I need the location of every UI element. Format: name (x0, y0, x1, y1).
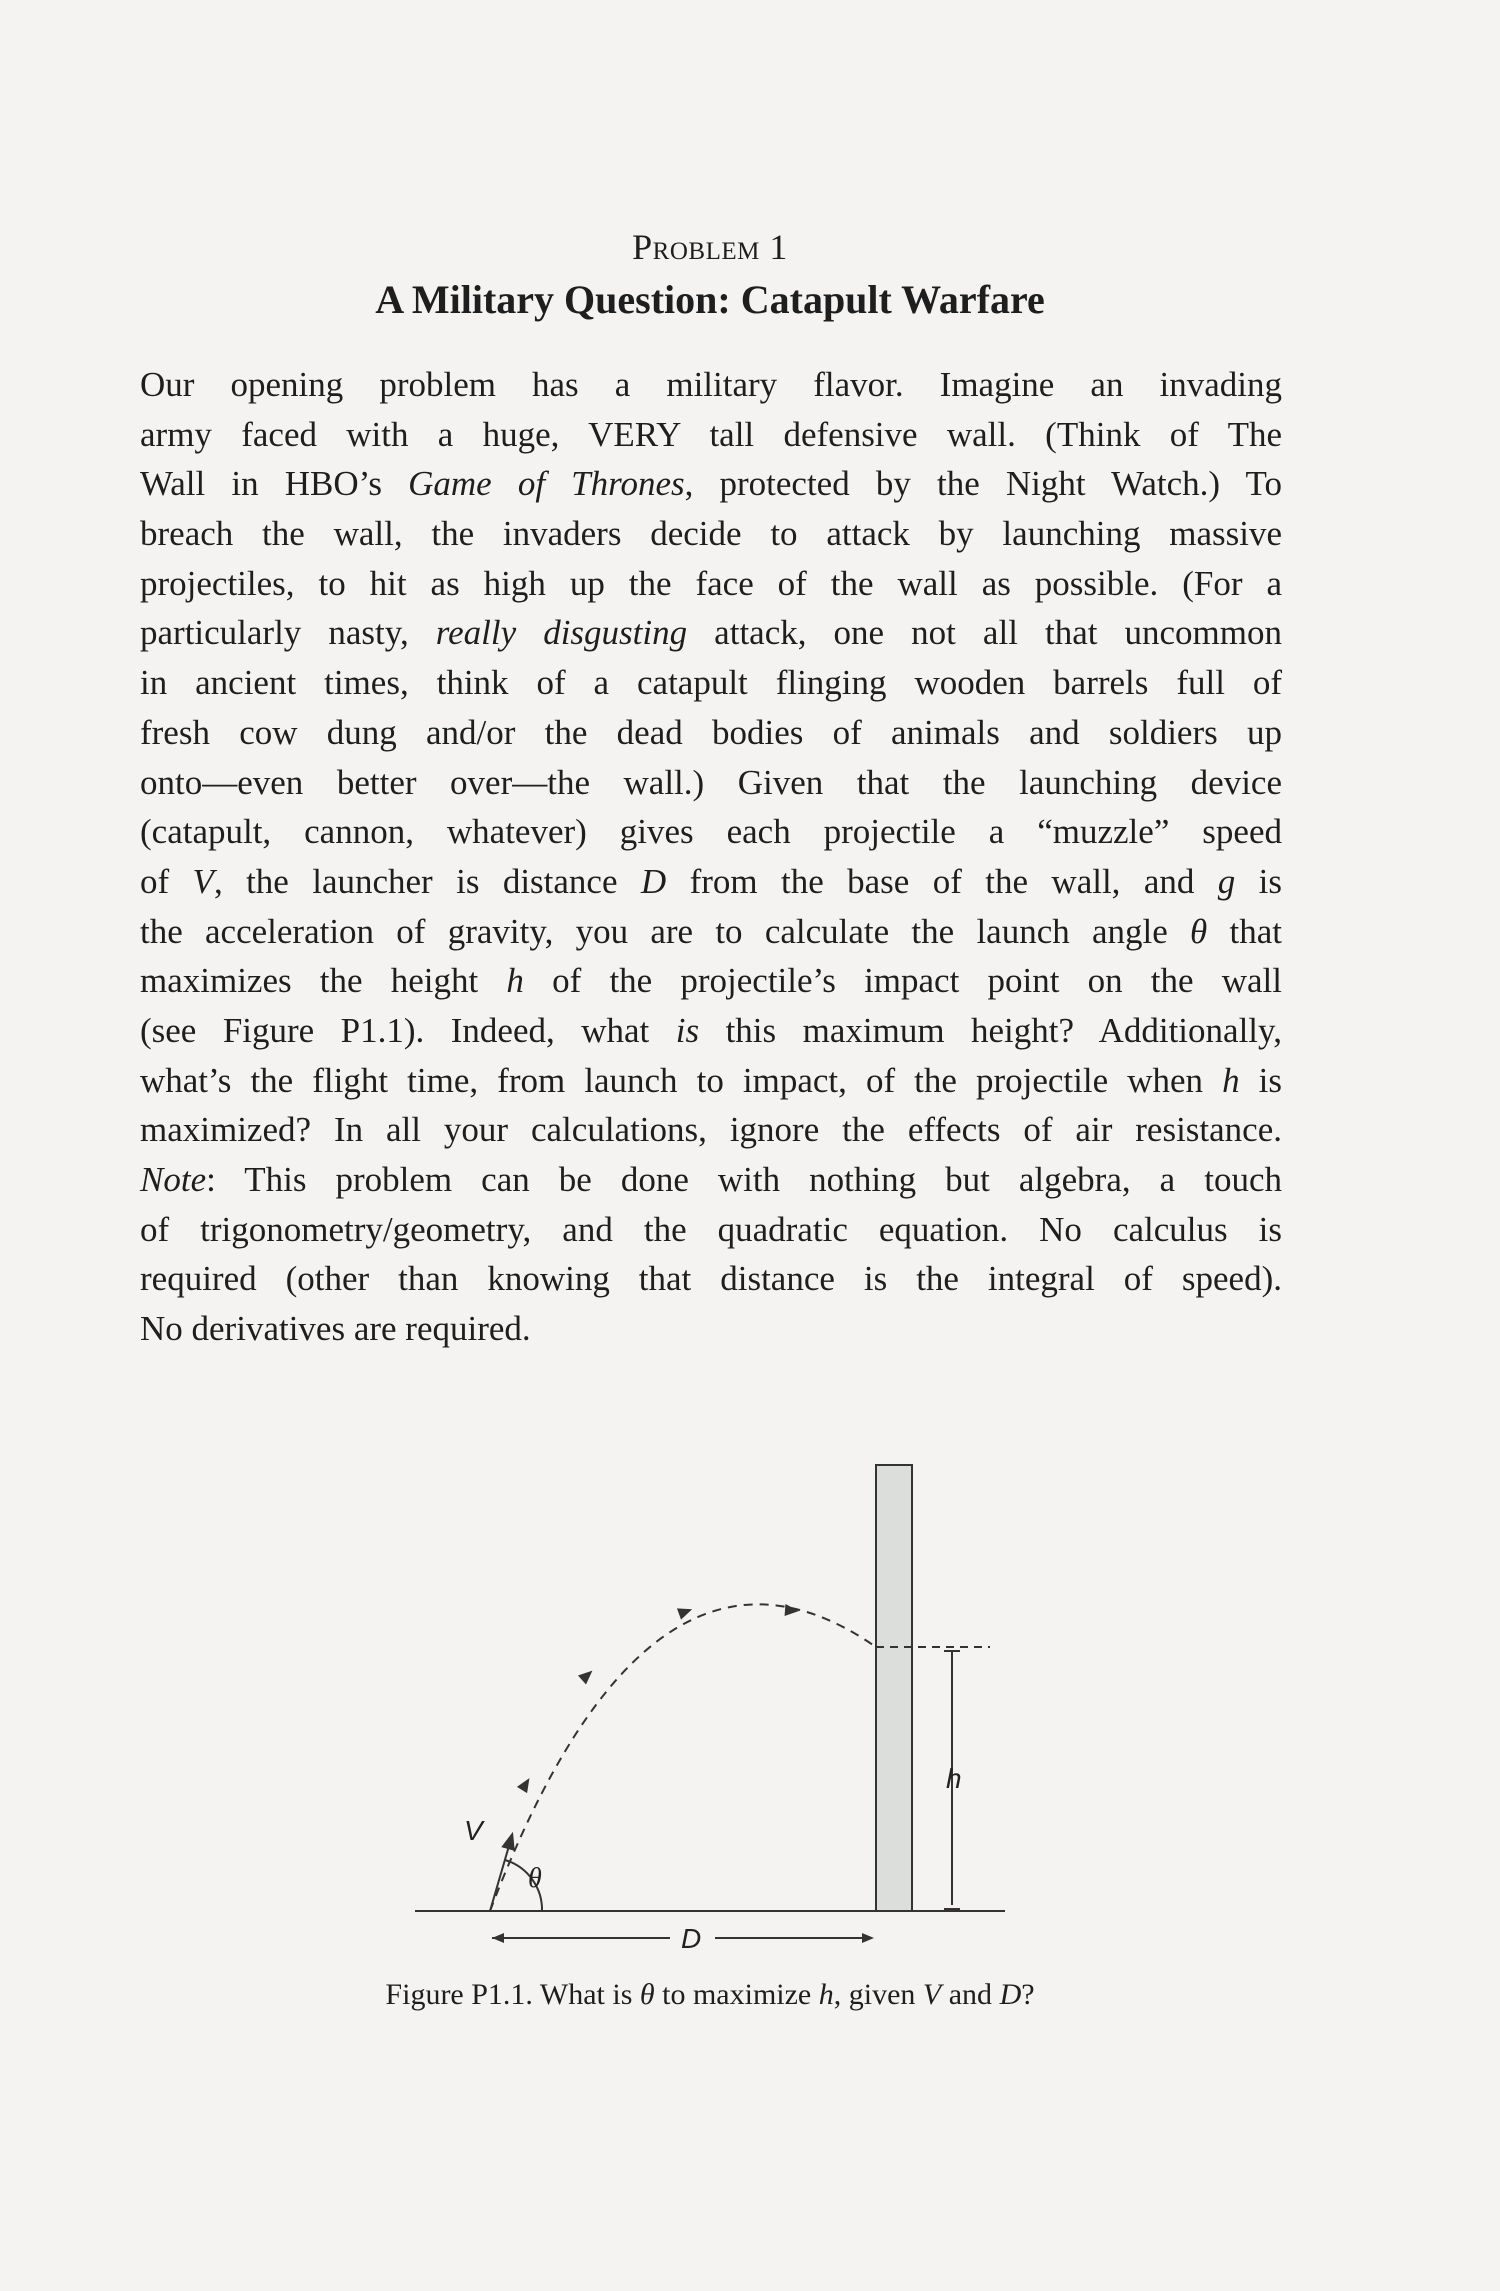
trajectory-arrow-2 (578, 1666, 596, 1684)
text-run: in ancient times, think of a catapult flinging wooden barrels full of (140, 663, 1282, 703)
problem-statement (140, 360, 1282, 1354)
italic-run: h (1222, 1060, 1240, 1100)
text-run: breach the wall, the invaders decide to attack by launching massive (140, 514, 1282, 554)
text-line (140, 708, 1282, 758)
text-run: Figure P1.1. What is (385, 1978, 640, 2011)
text-run: of the projectile’s impact point on the wall (523, 961, 1282, 1001)
text-run: this maximum height? Additionally, (699, 1010, 1282, 1050)
text-line (140, 1056, 1282, 1106)
text-run: and (941, 1978, 1000, 2011)
italic-run: is (675, 1010, 700, 1050)
text-run: is (1235, 861, 1282, 901)
text-run: that (1207, 911, 1282, 951)
figure-p1-1 (400, 1450, 1020, 1970)
text-line (140, 1254, 1282, 1304)
italic-run: really disgusting (435, 613, 688, 653)
trajectory-arrow-4 (785, 1604, 800, 1617)
text-run: of trigonometry/geometry, and the quadratic equation. No calculus is (140, 1209, 1282, 1249)
text-run: from the base of the wall, and (666, 861, 1218, 901)
problem-number: Problem 1 (632, 227, 788, 267)
text-run: what’s the flight time, from launch to impact, of the projectile when (140, 1060, 1223, 1100)
italic-run: V (922, 1978, 942, 2011)
text-line (140, 509, 1282, 559)
text-run: ? (1021, 1978, 1035, 2011)
label-h: h (946, 1763, 962, 1794)
text-run: is (1239, 1060, 1282, 1100)
text-line (140, 410, 1282, 460)
text-line (140, 1105, 1282, 1155)
text-line (140, 1155, 1282, 1205)
text-run: projectiles, to hit as high up the face of the wall as possible. (For a (140, 563, 1282, 603)
text-line (140, 907, 1282, 957)
text-line (140, 360, 1282, 410)
italic-run: D (999, 1978, 1022, 2011)
italic-run: g (1217, 861, 1236, 901)
text-line (140, 857, 1282, 907)
text-run: : This problem can be done with nothing but algebra, a touch (206, 1160, 1282, 1199)
italic-run: θ (1190, 911, 1208, 951)
text-run: , protected by the Night Watch.) To (684, 464, 1282, 504)
text-line (140, 758, 1282, 808)
catapult-diagram (400, 1450, 1020, 1970)
text-run: of (140, 861, 193, 901)
text-run: particularly nasty, (140, 613, 436, 653)
text-run: (see Figure P1.1). Indeed, what (140, 1010, 676, 1050)
text-line (140, 1006, 1282, 1056)
text-line (140, 658, 1282, 708)
problem-heading (0, 222, 1420, 328)
italic-run: θ (639, 1978, 655, 2011)
trajectory-arrow-1 (517, 1775, 535, 1793)
italic-run: Note (140, 1160, 207, 1199)
text-run: fresh cow dung and/or the dead bodies of animals and soldiers up (140, 712, 1282, 752)
text-run: No derivatives are required. (140, 1309, 531, 1349)
trajectory-arrow-3 (677, 1604, 694, 1620)
text-line (140, 608, 1282, 658)
velocity-vector (490, 1839, 511, 1911)
text-line (140, 559, 1282, 609)
italic-run: D (640, 861, 667, 901)
text-run: to maximize (654, 1978, 819, 2011)
text-run: Our opening problem has a military flavor. Imagine an invading (140, 365, 1282, 404)
text-run: the acceleration of gravity, you are to calculate the launch angle (140, 911, 1191, 951)
text-run: maximizes the height (140, 961, 507, 1001)
distance-arrow-right-icon (862, 1933, 874, 1943)
label-d: D (681, 1923, 702, 1954)
wall (876, 1465, 912, 1911)
problem-title: A Military Question: Catapult Warfare (375, 277, 1045, 322)
text-line (140, 1304, 1282, 1354)
text-line (140, 459, 1282, 509)
text-line (140, 1205, 1282, 1255)
text-line (140, 956, 1282, 1006)
italic-run: h (506, 961, 524, 1001)
italic-run: Game of Thrones (408, 464, 685, 504)
text-run: , the launcher is distance (213, 861, 641, 901)
figure-caption (0, 1975, 1420, 2015)
label-theta: θ (528, 1863, 542, 1894)
text-run: attack, one not all that uncommon (687, 613, 1282, 653)
text-run: maximized? In all your calculations, ignore the effects of air resistance. (140, 1110, 1282, 1150)
text-run: army faced with a huge, VERY tall defensive wall. (Think of The (140, 414, 1282, 454)
text-run: (catapult, cannon, whatever) gives each projectile a “muzzle” speed (140, 812, 1282, 852)
projectile-trajectory (490, 1604, 876, 1911)
italic-run: V (192, 861, 214, 901)
text-line (140, 807, 1282, 857)
text-run: required (other than knowing that distance is the integral of speed). (140, 1259, 1282, 1299)
distance-arrow-left-icon (492, 1933, 504, 1943)
text-run: onto—even better over—the wall.) Given that the launching device (140, 762, 1282, 802)
label-v: V (464, 1815, 483, 1846)
text-run: Wall in HBO’s (140, 464, 409, 504)
text-run: , given (833, 1978, 923, 2011)
italic-run: h (818, 1978, 834, 2011)
